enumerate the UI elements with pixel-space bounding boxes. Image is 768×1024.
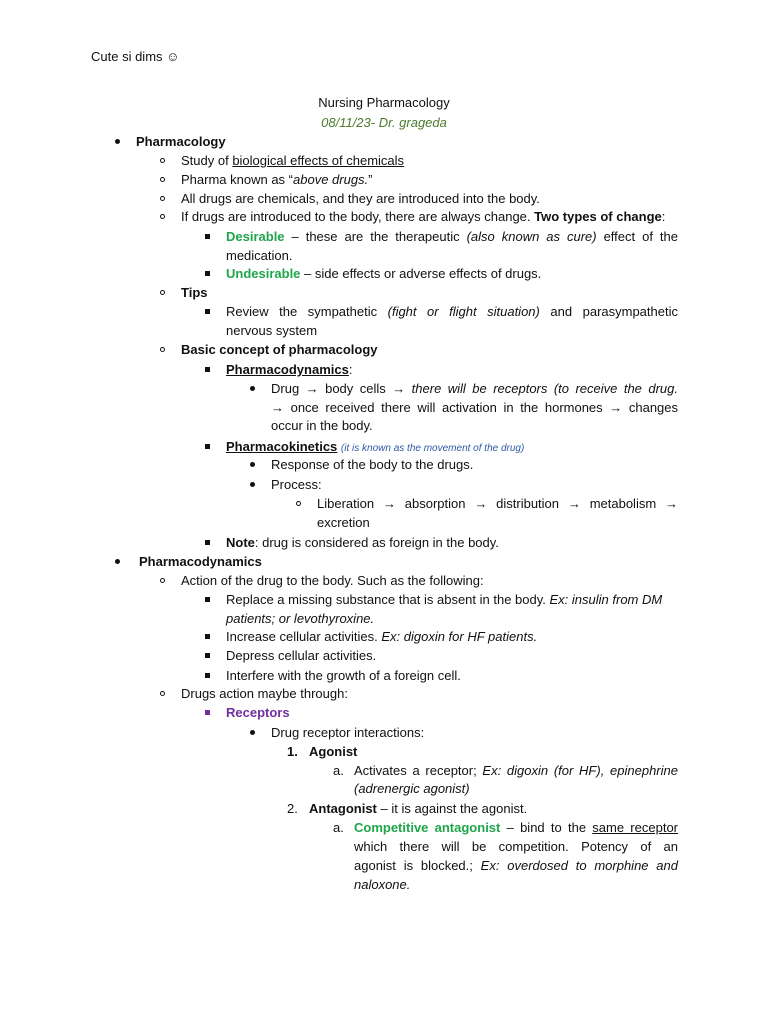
list-item-continuation: agonist is blocked.; Ex: overdosed to morphine and (354, 858, 678, 873)
arrow-icon: → (665, 496, 678, 511)
bullet (205, 653, 210, 658)
page-title: Nursing Pharmacology (318, 95, 450, 110)
bullet (205, 673, 210, 678)
list-item: Response of the body to the drugs. (271, 457, 474, 472)
bullet (250, 482, 255, 487)
list-item: Drug receptor interactions: (271, 725, 425, 740)
list-item: Receptors (226, 705, 290, 720)
bullet (205, 710, 210, 715)
bullet (160, 158, 165, 163)
arrow-icon: → (567, 496, 581, 511)
list-item: Competitive antagonist – bind to the same receptor (354, 820, 678, 835)
list-item: Pharma known as “above drugs.” (181, 172, 373, 187)
list-item-continuation: medication. (226, 248, 293, 263)
list-item-continuation: nervous system (226, 323, 318, 338)
list-number: 2. (287, 801, 298, 816)
section-heading: Pharmacology (136, 134, 226, 149)
list-item: Tips (181, 285, 208, 300)
bullet (250, 730, 255, 735)
list-item-continuation: occur in the body. (271, 418, 373, 433)
list-item: Replace a missing substance that is absent in the body. Ex: insulin from DM (226, 592, 663, 607)
list-item: If drugs are introduced to the body, there are always change. Two types of change: (181, 209, 666, 224)
header-note: Cute si dims ☺ (91, 49, 180, 64)
list-item-continuation: patients; or levothyroxine. (226, 611, 375, 626)
bullet (160, 214, 165, 219)
list-item: Drugs action maybe through: (181, 686, 348, 701)
list-letter: a. (333, 763, 344, 778)
list-item-continuation: (adrenergic agonist) (354, 781, 470, 796)
bullet (160, 196, 165, 201)
bullet (205, 234, 210, 239)
list-item: Depress cellular activities. (226, 648, 377, 663)
bullet (296, 501, 301, 506)
list-item: Increase cellular activities. Ex: digoxin for HF patients. (226, 629, 538, 644)
arrow-icon: → (609, 400, 623, 415)
list-letter: a. (333, 820, 344, 835)
list-item-continuation: naloxone. (354, 877, 411, 892)
bullet (160, 691, 165, 696)
bullet (160, 578, 165, 583)
smiley-icon: ☺ (166, 49, 180, 64)
list-item: Pharmacokinetics (it is known as the movement of the drug) (226, 439, 525, 454)
bullet (205, 367, 210, 372)
bullet (160, 290, 165, 295)
list-item: Basic concept of pharmacology (181, 342, 378, 357)
list-item: Study of biological effects of chemicals (181, 153, 405, 168)
bullet (205, 597, 210, 602)
bullet (115, 139, 120, 144)
list-item: Activates a receptor; Ex: digoxin (for HF), epinephrine (354, 763, 678, 778)
list-item: Antagonist – it is against the agonist. (309, 801, 528, 816)
list-item: Action of the drug to the body. Such as the following: (181, 573, 484, 588)
bullet (160, 177, 165, 182)
bullet (205, 271, 210, 276)
page-date: 08/11/23- Dr. grageda (321, 115, 447, 130)
bullet (160, 347, 165, 352)
list-item-continuation: excretion (317, 515, 370, 530)
list-item-continuation: which there will be competition. Potency of an (354, 839, 678, 854)
list-item: All drugs are chemicals, and they are introduced into the body. (181, 191, 540, 206)
bullet (205, 634, 210, 639)
list-item-continuation: → once received there will activation in the hormones → changes (271, 400, 679, 415)
list-item: Interfere with the growth of a foreign cell. (226, 668, 461, 683)
arrow-icon: → (271, 400, 284, 415)
arrow-icon: → (305, 381, 319, 396)
list-item: Note: drug is considered as foreign in the body. (226, 535, 499, 550)
bullet (250, 386, 255, 391)
list-item: Review the sympathetic (fight or flight situation) and parasympathetic (226, 304, 678, 319)
bullet (250, 462, 255, 467)
arrow-icon: → (382, 496, 396, 511)
list-item: Liberation → absorption → distribution → metabolism → (317, 496, 678, 511)
list-number: 1. (287, 744, 298, 759)
arrow-icon: → (474, 496, 488, 511)
bullet (205, 444, 210, 449)
list-item: Drug → body cells → there will be receptors (to receive the drug. (271, 381, 678, 396)
bullet (115, 559, 120, 564)
list-item: Agonist (309, 744, 358, 759)
list-item: Desirable – these are the therapeutic (also known as cure) effect of the (226, 229, 678, 244)
section-heading: Pharmacodynamics (139, 554, 262, 569)
arrow-icon: → (392, 381, 406, 396)
list-item: Undesirable – side effects or adverse effects of drugs. (226, 266, 542, 281)
bullet (205, 309, 210, 314)
list-item: Process: (271, 477, 322, 492)
list-item: Pharmacodynamics: (226, 362, 353, 377)
bullet (205, 540, 210, 545)
